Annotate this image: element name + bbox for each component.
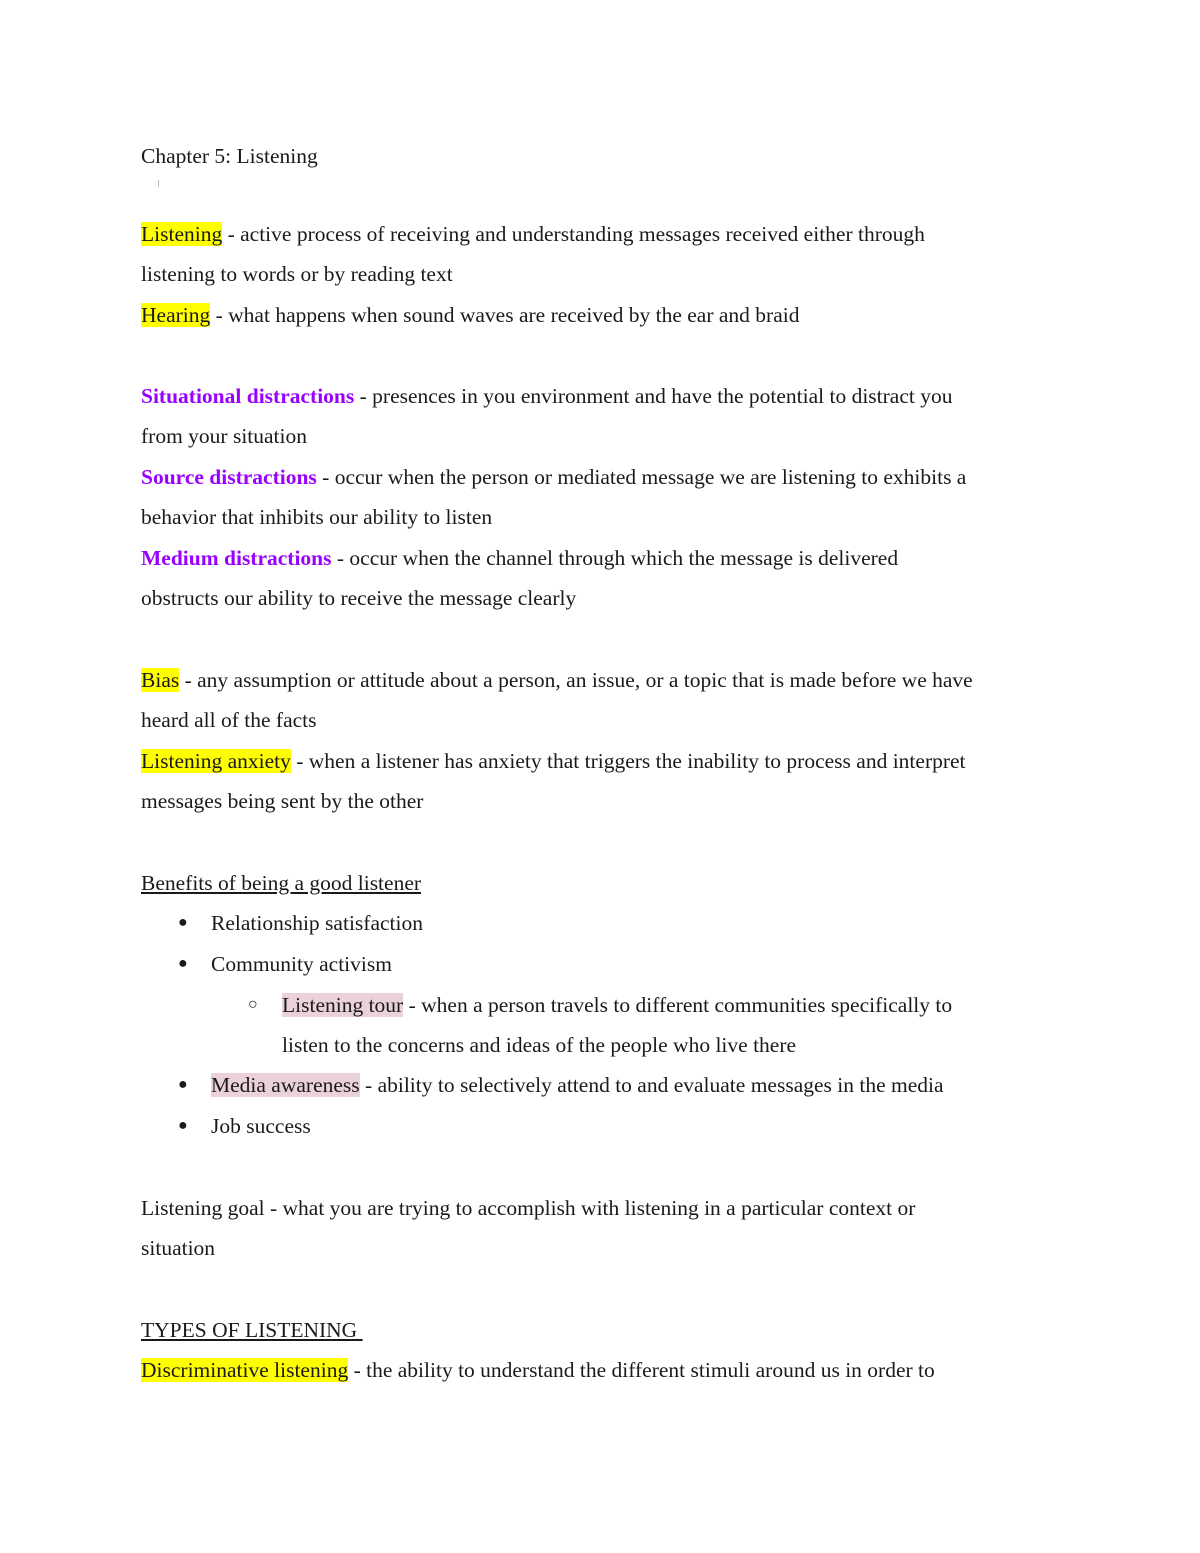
definition-text: - what happens when sound waves are received by the ear and braid: [210, 303, 800, 327]
definition-text: - the ability to understand the different stimuli around us in order to: [348, 1358, 935, 1382]
types-heading: TYPES OF LISTENING: [141, 1318, 363, 1342]
term-medium-distractions: Medium distractions: [141, 546, 332, 570]
bullet-icon: ●: [178, 955, 188, 972]
definition-text: - any assumption or attitude about a person, an issue, or a topic that is made before we have: [179, 668, 973, 692]
bullet-icon: ●: [178, 1117, 188, 1134]
hollow-bullet-icon: ○: [248, 996, 258, 1013]
definition-text: - ability to selectively attend to and evaluate messages in the media: [359, 1073, 944, 1097]
definition-hearing: [141, 295, 799, 335]
term-listening: Listening: [141, 222, 223, 246]
list-item: Relationship satisfaction: [211, 911, 423, 935]
definition-continuation: situation: [141, 1236, 216, 1260]
definition-continuation: obstructs our ability to receive the message clearly: [141, 586, 577, 610]
definition-listening: [141, 214, 925, 254]
term-source-distractions: Source distractions: [141, 465, 317, 489]
definition-situational-distractions: [141, 376, 953, 416]
definition-continuation: from your situation: [141, 424, 308, 448]
list-item: Community activism: [211, 952, 392, 976]
bullet-icon: ●: [178, 914, 188, 931]
definition-listening-anxiety: [141, 741, 966, 781]
definition-continuation: messages being sent by the other: [141, 789, 424, 813]
term-situational-distractions: Situational distractions: [141, 384, 355, 408]
definition-text: - active process of receiving and understanding messages received either through: [222, 222, 925, 246]
definition-source-distractions: [141, 457, 966, 497]
list-item-media-awareness: [211, 1065, 944, 1105]
definition-text: - when a person travels to different communities specifically to: [403, 993, 953, 1017]
cursor-mark: [158, 180, 159, 187]
term-bias: Bias: [141, 668, 180, 692]
definition-text: - when a listener has anxiety that triggers the inability to process and interpret: [290, 749, 966, 773]
definition-bias: [141, 660, 973, 700]
term-listening-tour: Listening tour: [282, 993, 404, 1017]
definition-medium-distractions: [141, 538, 898, 578]
chapter-title: Chapter 5: Listening: [141, 144, 318, 168]
definition-text: - occur when the person or mediated message we are listening to exhibits a: [316, 465, 967, 489]
definition-text: - presences in you environment and have the potential to distract you: [354, 384, 953, 408]
definition-discriminative-listening: [141, 1350, 935, 1390]
listening-goal: Listening goal - what you are trying to accomplish with listening in a particular context or: [141, 1196, 916, 1220]
benefits-heading: Benefits of being a good listener: [141, 871, 422, 895]
list-item: Job success: [211, 1114, 311, 1138]
definition-text: - occur when the channel through which the message is delivered: [331, 546, 899, 570]
definition-continuation: heard all of the facts: [141, 708, 317, 732]
definition-continuation: behavior that inhibits our ability to listen: [141, 505, 493, 529]
term-discriminative-listening: Discriminative listening: [141, 1358, 349, 1382]
definition-continuation: listen to the concerns and ideas of the people who live there: [282, 1033, 797, 1057]
bullet-icon: ●: [178, 1076, 188, 1093]
term-media-awareness: Media awareness: [211, 1073, 360, 1097]
term-hearing: Hearing: [141, 303, 211, 327]
list-item-listening-tour: [282, 985, 952, 1025]
term-listening-anxiety: Listening anxiety: [141, 749, 291, 773]
definition-continuation: listening to words or by reading text: [141, 262, 453, 286]
